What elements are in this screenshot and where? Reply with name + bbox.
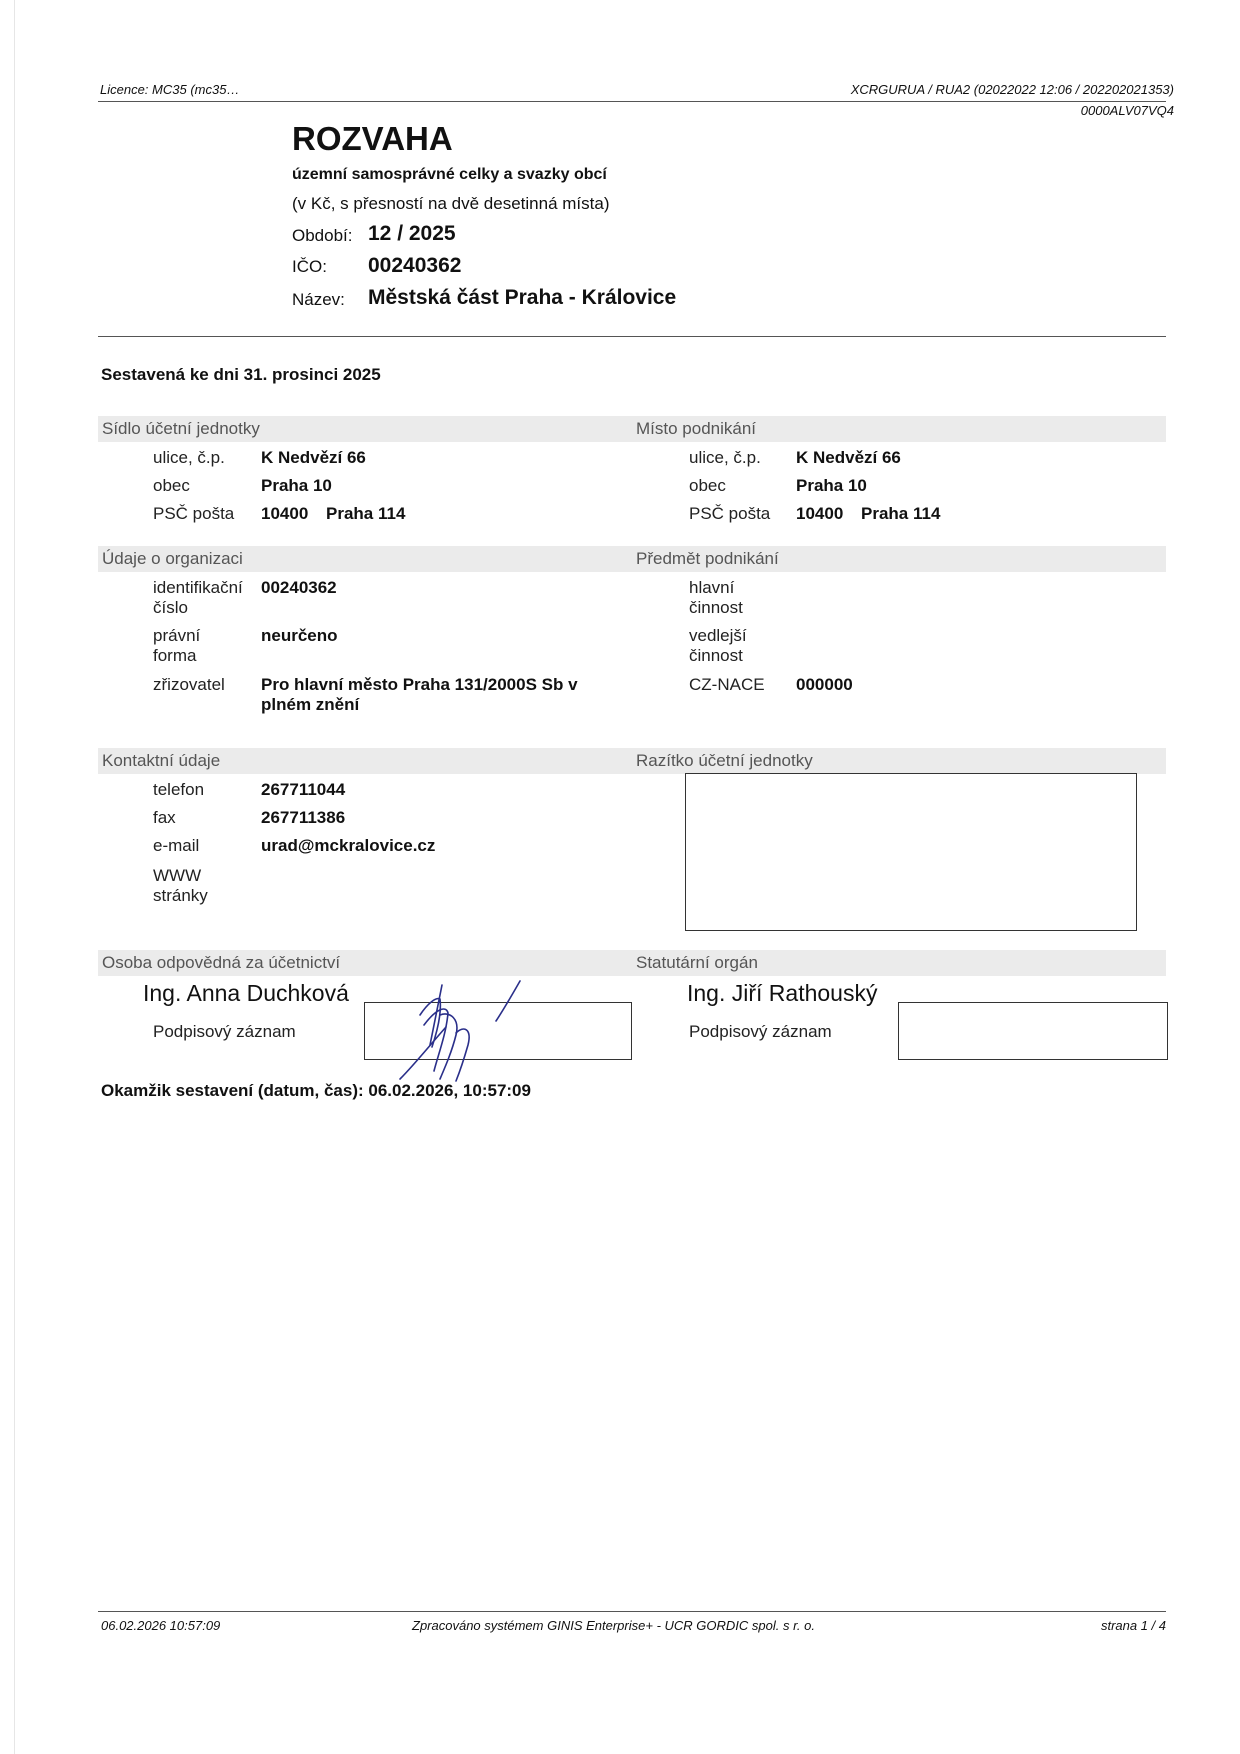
org-form-label-2: forma — [153, 646, 197, 665]
footer-rule — [98, 1611, 1166, 1612]
section-header-statutar: Statutární orgán — [632, 950, 1166, 976]
name-label: Název: — [292, 290, 345, 309]
org-founder-value-2: plném znění — [261, 695, 360, 714]
misto-post-value: Praha 114 — [861, 504, 941, 523]
contact-www-label: WWW — [153, 866, 202, 885]
misto-zip-label: PSČ pošta — [689, 504, 771, 523]
org-founder-value: Pro hlavní město Praha 131/2000S Sb v — [261, 675, 578, 694]
sidlo-post-value: Praha 114 — [326, 504, 406, 523]
footer-system: Zpracováno systémem GINIS Enterprise+ - UCR GORDIC spol. s r. o. — [412, 1618, 815, 1633]
misto-zip-value: 10400 — [796, 504, 844, 523]
predmet-side-label-2: činnost — [689, 646, 743, 665]
sidlo-street-label: ulice, č.p. — [153, 448, 225, 467]
section-header-sidlo: Sídlo účetní jednotky — [98, 416, 632, 442]
scan-edge — [14, 0, 15, 1754]
contact-www-label-2: stránky — [153, 886, 208, 905]
section-header-organizace: Údaje o organizaci — [98, 546, 632, 572]
sidlo-zip-value: 10400 — [261, 504, 309, 523]
section-header-kontakt: Kontaktní údaje — [98, 748, 632, 774]
org-id-label-2: číslo — [153, 598, 188, 617]
ico-value: 00240362 — [368, 254, 462, 277]
stamp-box — [685, 773, 1137, 931]
org-form-label: právní — [153, 626, 201, 645]
contact-email-label: e-mail — [153, 836, 200, 855]
org-form-value: neurčeno — [261, 626, 338, 645]
misto-street-label: ulice, č.p. — [689, 448, 761, 467]
statutory-name: Ing. Jiří Rathouský — [687, 980, 878, 1006]
predmet-main-label: hlavní — [689, 578, 735, 597]
misto-street-value: K Nedvězí 66 — [796, 448, 901, 467]
predmet-nace-value: 000000 — [796, 675, 853, 694]
compiled-at: Okamžik sestavení (datum, čas): 06.02.2026, 10:57:09 — [101, 1081, 531, 1100]
ico-label: IČO: — [292, 257, 327, 276]
title-rule — [98, 336, 1166, 337]
misto-city-label: obec — [689, 476, 726, 495]
contact-fax-value: 267711386 — [261, 808, 346, 827]
statutory-signature-label: Podpisový záznam — [689, 1022, 832, 1041]
predmet-main-label-2: činnost — [689, 598, 743, 617]
accountant-name: Ing. Anna Duchková — [143, 980, 349, 1006]
unit-note: (v Kč, s přesností na dvě desetinná místa) — [292, 194, 610, 213]
name-value: Městská část Praha - Královice — [368, 286, 677, 309]
predmet-side-label: vedlejší — [689, 626, 747, 645]
accountant-signature-label: Podpisový záznam — [153, 1022, 296, 1041]
contact-email-value: urad@mckralovice.cz — [261, 836, 436, 855]
header-rule — [98, 101, 1166, 102]
org-id-value: 00240362 — [261, 578, 337, 597]
period-value: 12 / 2025 — [368, 222, 456, 245]
document-code: XCRGURUA / RUA2 (02022022 12:06 / 202202021353) — [850, 82, 1174, 97]
sidlo-zip-label: PSČ pošta — [153, 504, 235, 523]
contact-phone-label: telefon — [153, 780, 205, 799]
footer-date: 06.02.2026 10:57:09 — [101, 1618, 221, 1633]
section-header-predmet: Předmět podnikání — [632, 546, 1166, 572]
sidlo-city-label: obec — [153, 476, 190, 495]
footer-page-number: strana 1 / 4 — [1100, 1618, 1166, 1633]
license-text: Licence: MC35 (mc35… — [100, 82, 240, 97]
subtitle: územní samosprávné celky a svazky obcí — [292, 166, 607, 183]
handwritten-signature — [380, 975, 580, 1085]
misto-city-value: Praha 10 — [796, 476, 867, 495]
sidlo-city-value: Praha 10 — [261, 476, 332, 495]
period-label: Období: — [292, 226, 353, 245]
page-title: ROZVAHA — [292, 120, 453, 157]
section-header-misto: Místo podnikání — [632, 416, 1166, 442]
contact-fax-label: fax — [153, 808, 176, 827]
sidlo-street-value: K Nedvězí 66 — [261, 448, 366, 467]
predmet-nace-label: CZ-NACE — [689, 675, 765, 694]
compiled-as-of: Sestavená ke dni 31. prosinci 2025 — [101, 365, 381, 384]
org-id-label: identifikační — [153, 578, 243, 597]
statutory-signature-box — [898, 1002, 1168, 1060]
section-header-osoba: Osoba odpovědná za účetnictví — [98, 950, 632, 976]
document-code-2: 0000ALV07VQ4 — [1080, 103, 1174, 118]
org-founder-label: zřizovatel — [153, 675, 225, 694]
contact-phone-value: 267711044 — [261, 780, 346, 799]
section-header-razitko: Razítko účetní jednotky — [632, 748, 1166, 774]
